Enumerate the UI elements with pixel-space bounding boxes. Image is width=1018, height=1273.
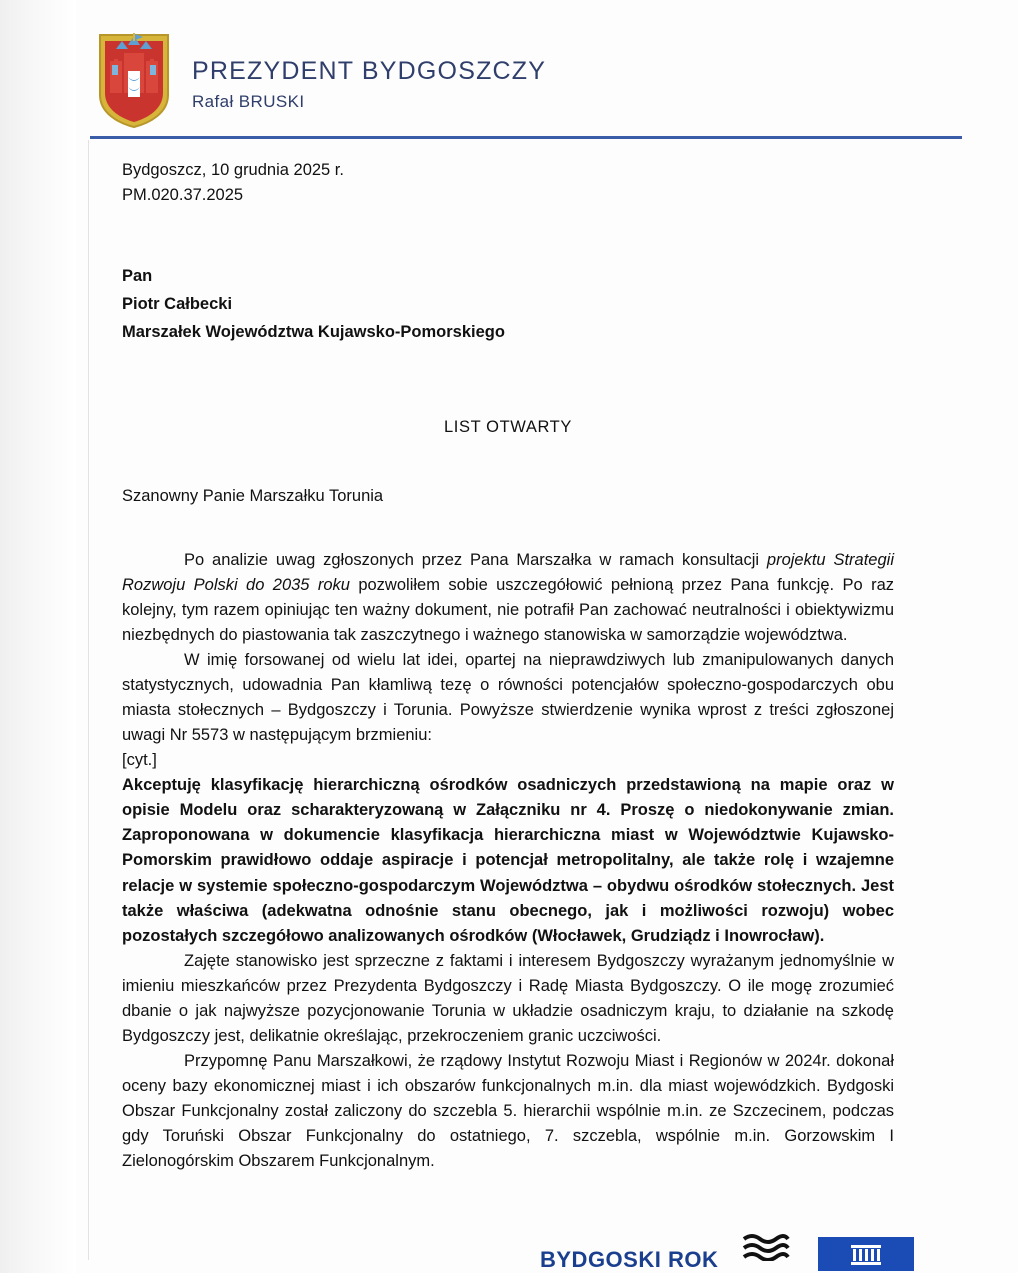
greeting: Szanowny Panie Marszałku Torunia [122,487,384,506]
unesco-logo [818,1237,914,1271]
letterhead-text [192,51,546,112]
scan-fold-line [88,140,89,1260]
reference-number: PM.020.37.2025 [122,186,244,205]
scan-left-edge [0,0,76,1273]
letter-body [122,158,894,1175]
paragraph-3: Zajęte stanowisko jest sprzeczne z faktami i interesem Bydgoszczy wyrażanym jednomyślnie w imieniu mieszkańców przez Prezydenta Bydgoszczy i Radę Miasta Bydgoszczy. O ile mogę zrozumieć dbanie o jak najwyższe pozycjonowanie Torunia w układzie osadniczym kraju, to działanie na szkodę Bydgoszczy jest, delikatnie określając, przekroczeniem granic uczciwości. [122,951,894,1046]
footer-brand-label: BYDGOSKI ROK [540,1247,719,1272]
addressee-name: Piotr Całbecki [122,295,233,314]
paragraph-1 [122,548,894,648]
footer-strip [0,1227,1018,1273]
paragraph-1-part-b: pozwoliłem sobie uszczegółowić pełnioną przez Pana funkcję. Po raz kolejny, tym razem opiniując ten ważny dokument, nie potrafił Pan zachować neutralności i obiektywizmu niezbędnych do piastowania tak zaszczytnego i ważnego stanowiska w samorządzie województwa. [122,575,894,644]
letterhead [90,26,970,136]
letterhead-subtitle: Rafał BRUSKI [192,91,305,111]
addressee-salutation: Pan [122,267,153,286]
paragraph-1-part-a: Po analizie uwag zgłoszonych przez Pana Marszałka w ramach konsultacji [184,550,767,569]
quote-marker: [cyt.] [122,751,157,770]
water-wave-icon [742,1233,790,1261]
paragraph-1-italic: projektu Strategii Rozwoju Polski do 2035 roku [122,550,894,594]
letterhead-title: PREZYDENT BYDGOSZCZY [192,56,547,85]
addressee-role: Marszałek Województwa Kujawsko-Pomorskiego [122,323,505,342]
document-title: LIST OTWARTY [444,418,572,437]
paragraph-4: Przypomnę Panu Marszałkowi, że rządowy Instytut Rozwoju Miast i Regionów w 2024r. dokonał oceny bazy ekonomicznej miast i ich obszarów funkcjonalnych m.in. dla miast wojewódzkich. Bydgoski Obszar Funkcjonalny został zaliczony do szczebla 5. hierarchii wspólnie m.in. ze Szczecinem, podczas gdy Toruński Obszar Funkcjonalny do ostatniego, 7. szczebla, wspólnie m.in. Gorzowskim I Zielonogórskim Obszarem Funkcjonalnym. [122,1052,894,1171]
letter-meta [122,158,894,208]
paragraph-2: W imię forsowanej od wielu lat idei, opartej na nieprawdziwych lub zmanipulowanych danych statystycznych, udowadnia Pan kłamliwą tezę o równości potencjałów społeczno-gospodarczych obu miasta stołecznych – Bydgoszczy i Torunia. Powyższe stwierdzenie wynika wprost z treści zgłoszonej uwagi Nr 5573 w następującym brzmieniu: [122,650,894,745]
header-rule [90,136,962,139]
quoted-comment: Akceptuję klasyfikację hierarchiczną ośrodków osadniczych przedstawioną na mapie oraz w opisie Modelu oraz scharakteryzowaną w Załączniku nr 4. Proszę o niedokonywanie zmian. Zaproponowana w dokumencie klasyfikacja hierarchiczna miast w Województwie Kujawsko-Pomorskim prawidłowo oddaje aspiracje i potencjał metropolitalny, ale także rolę i wzajemne relacje w systemie społeczno-gospodarczym Województwa – obydwu ośrodków stołecznych. Jest także właściwa (adekwatna odnośnie stanu obecnego, jak i możliwości rozwoju) wobec pozostałych szczegółowo analizowanych ośrodków (Włocławek, Grudziądz i Inowrocław). [122,776,894,945]
coat-of-arms-icon [98,33,170,129]
addressee-block [122,264,894,345]
place-date: Bydgoszcz, 10 grudnia 2025 r. [122,161,344,179]
